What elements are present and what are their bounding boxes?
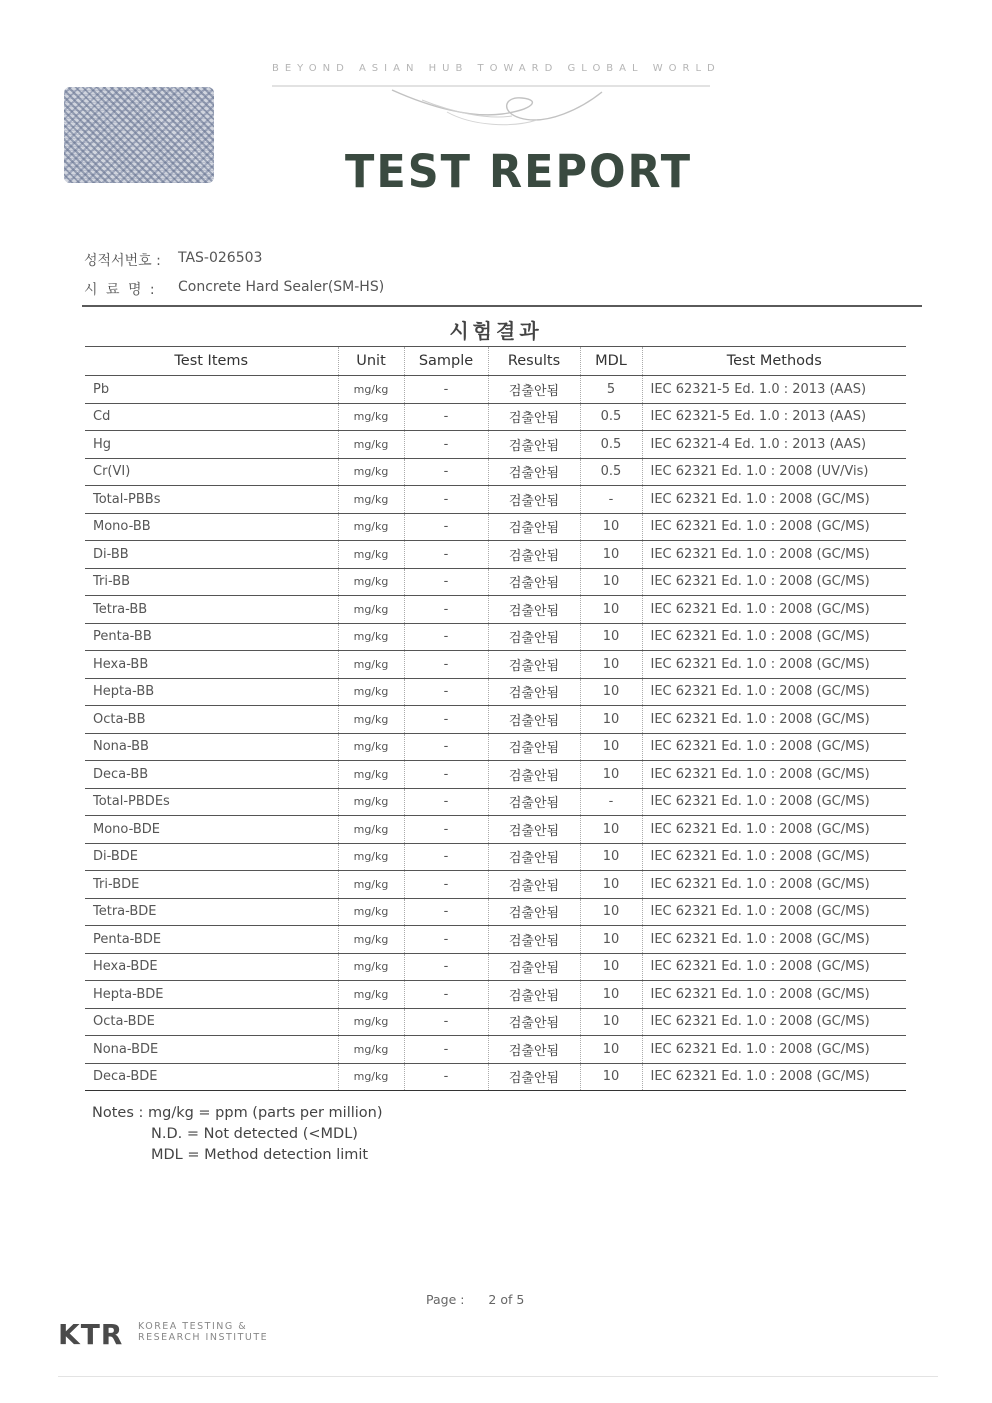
unit: mg/kg xyxy=(338,431,404,459)
mdl-value: 10 xyxy=(580,871,642,899)
table-row xyxy=(85,843,906,871)
mdl-value: 10 xyxy=(580,761,642,789)
table-row xyxy=(85,486,906,514)
result: 검출안됨 xyxy=(488,1008,580,1036)
note-line: N.D. = Not detected (<MDL) xyxy=(151,1126,358,1142)
test-item: Penta-BB xyxy=(85,623,338,651)
header-test-methods: Test Methods xyxy=(642,347,906,376)
sample-value: - xyxy=(404,623,488,651)
mdl-value: 10 xyxy=(580,651,642,679)
result: 검출안됨 xyxy=(488,541,580,569)
test-item: Hexa-BB xyxy=(85,651,338,679)
page-number: 2 xyxy=(488,1292,497,1307)
mdl-value: 10 xyxy=(580,678,642,706)
sample-value: - xyxy=(404,871,488,899)
table-row xyxy=(85,403,906,431)
unit: mg/kg xyxy=(338,568,404,596)
sample-name-label: 시 료 명 : xyxy=(84,282,157,298)
mdl-value: 10 xyxy=(580,1008,642,1036)
result: 검출안됨 xyxy=(488,706,580,734)
unit: mg/kg xyxy=(338,541,404,569)
table-row xyxy=(85,981,906,1009)
test-method: IEC 62321 Ed. 1.0 : 2008 (GC/MS) xyxy=(642,733,906,761)
header-results: Results xyxy=(488,347,580,376)
ktr-logo: KTR xyxy=(58,1318,124,1351)
table-row xyxy=(85,596,906,624)
test-method: IEC 62321 Ed. 1.0 : 2008 (GC/MS) xyxy=(642,623,906,651)
mdl-value: 5 xyxy=(580,376,642,404)
result: 검출안됨 xyxy=(488,788,580,816)
test-item: Mono-BB xyxy=(85,513,338,541)
table-row xyxy=(85,706,906,734)
test-item: Total-PBBs xyxy=(85,486,338,514)
mdl-value: 10 xyxy=(580,733,642,761)
page-total: 5 xyxy=(516,1292,525,1307)
test-item: Tri-BB xyxy=(85,568,338,596)
unit: mg/kg xyxy=(338,981,404,1009)
table-row xyxy=(85,513,906,541)
test-method: IEC 62321 Ed. 1.0 : 2008 (GC/MS) xyxy=(642,898,906,926)
test-item: Hexa-BDE xyxy=(85,953,338,981)
unit: mg/kg xyxy=(338,486,404,514)
sample-value: - xyxy=(404,568,488,596)
results-table xyxy=(85,346,906,1091)
sample-value: - xyxy=(404,953,488,981)
test-item: Octa-BB xyxy=(85,706,338,734)
page-indicator xyxy=(426,1292,524,1307)
unit: mg/kg xyxy=(338,1008,404,1036)
mdl-value: 0.5 xyxy=(580,431,642,459)
sample-value: - xyxy=(404,376,488,404)
header-test-items: Test Items xyxy=(85,347,338,376)
test-item: Deca-BB xyxy=(85,761,338,789)
test-item: Deca-BDE xyxy=(85,1063,338,1091)
sample-value: - xyxy=(404,596,488,624)
mdl-value: 10 xyxy=(580,981,642,1009)
test-item: Total-PBDEs xyxy=(85,788,338,816)
mdl-value: 10 xyxy=(580,706,642,734)
unit: mg/kg xyxy=(338,761,404,789)
test-method: IEC 62321 Ed. 1.0 : 2008 (GC/MS) xyxy=(642,568,906,596)
test-item: Nona-BDE xyxy=(85,1036,338,1064)
result: 검출안됨 xyxy=(488,761,580,789)
sample-value: - xyxy=(404,706,488,734)
test-method: IEC 62321 Ed. 1.0 : 2008 (GC/MS) xyxy=(642,651,906,679)
unit: mg/kg xyxy=(338,513,404,541)
mdl-value: 10 xyxy=(580,1063,642,1091)
table-row xyxy=(85,623,906,651)
ornament-flourish xyxy=(272,78,712,138)
table-row xyxy=(85,458,906,486)
report-title: TEST REPORT xyxy=(345,146,693,199)
test-method: IEC 62321-4 Ed. 1.0 : 2013 (AAS) xyxy=(642,431,906,459)
unit: mg/kg xyxy=(338,733,404,761)
unit: mg/kg xyxy=(338,623,404,651)
sample-value: - xyxy=(404,1036,488,1064)
test-method: IEC 62321-5 Ed. 1.0 : 2013 (AAS) xyxy=(642,376,906,404)
table-row xyxy=(85,898,906,926)
unit: mg/kg xyxy=(338,678,404,706)
test-method: IEC 62321 Ed. 1.0 : 2008 (GC/MS) xyxy=(642,843,906,871)
mdl-value: 10 xyxy=(580,623,642,651)
test-method: IEC 62321 Ed. 1.0 : 2008 (GC/MS) xyxy=(642,678,906,706)
institute-line: RESEARCH INSTITUTE xyxy=(138,1332,269,1343)
mdl-value: 10 xyxy=(580,926,642,954)
test-method: IEC 62321 Ed. 1.0 : 2008 (GC/MS) xyxy=(642,871,906,899)
table-row xyxy=(85,953,906,981)
test-item: Di-BDE xyxy=(85,843,338,871)
mdl-value: 10 xyxy=(580,843,642,871)
table-row xyxy=(85,678,906,706)
sample-value: - xyxy=(404,898,488,926)
mdl-value: 10 xyxy=(580,816,642,844)
table-row xyxy=(85,431,906,459)
unit: mg/kg xyxy=(338,953,404,981)
mdl-value: 10 xyxy=(580,898,642,926)
sample-value: - xyxy=(404,431,488,459)
result: 검출안됨 xyxy=(488,486,580,514)
result: 검출안됨 xyxy=(488,623,580,651)
table-row xyxy=(85,568,906,596)
test-item: Mono-BDE xyxy=(85,816,338,844)
test-item: Tetra-BB xyxy=(85,596,338,624)
unit: mg/kg xyxy=(338,816,404,844)
mdl-value: 10 xyxy=(580,953,642,981)
result: 검출안됨 xyxy=(488,403,580,431)
table-row xyxy=(85,1063,906,1091)
test-method: IEC 62321 Ed. 1.0 : 2008 (GC/MS) xyxy=(642,1008,906,1036)
result: 검출안됨 xyxy=(488,926,580,954)
test-method: IEC 62321 Ed. 1.0 : 2008 (GC/MS) xyxy=(642,981,906,1009)
test-item: Penta-BDE xyxy=(85,926,338,954)
unit: mg/kg xyxy=(338,898,404,926)
table-row xyxy=(85,1036,906,1064)
result: 검출안됨 xyxy=(488,458,580,486)
result: 검출안됨 xyxy=(488,981,580,1009)
test-item: Hepta-BB xyxy=(85,678,338,706)
table-row xyxy=(85,733,906,761)
table-row xyxy=(85,816,906,844)
test-item: Di-BB xyxy=(85,541,338,569)
mdl-value: 10 xyxy=(580,568,642,596)
sample-value: - xyxy=(404,513,488,541)
report-number-label: 성적서번호 : xyxy=(84,253,161,269)
result: 검출안됨 xyxy=(488,651,580,679)
sample-value: - xyxy=(404,1008,488,1036)
unit: mg/kg xyxy=(338,1063,404,1091)
mdl-value: 10 xyxy=(580,1036,642,1064)
sample-value: - xyxy=(404,843,488,871)
table-row xyxy=(85,788,906,816)
table-row xyxy=(85,926,906,954)
mdl-value: 0.5 xyxy=(580,458,642,486)
note-line: MDL = Method detection limit xyxy=(151,1147,369,1163)
test-method: IEC 62321 Ed. 1.0 : 2008 (GC/MS) xyxy=(642,1036,906,1064)
test-item: Hg xyxy=(85,431,338,459)
unit: mg/kg xyxy=(338,651,404,679)
test-method: IEC 62321-5 Ed. 1.0 : 2013 (AAS) xyxy=(642,403,906,431)
footer-rule xyxy=(58,1376,938,1377)
test-method: IEC 62321 Ed. 1.0 : 2008 (GC/MS) xyxy=(642,761,906,789)
sample-value: - xyxy=(404,788,488,816)
test-item: Nona-BB xyxy=(85,733,338,761)
unit: mg/kg xyxy=(338,926,404,954)
notes xyxy=(92,1103,383,1166)
test-method: IEC 62321 Ed. 1.0 : 2008 (GC/MS) xyxy=(642,513,906,541)
result: 검출안됨 xyxy=(488,568,580,596)
institute-line: KOREA TESTING & xyxy=(138,1321,248,1332)
sample-value: - xyxy=(404,458,488,486)
result: 검출안됨 xyxy=(488,1063,580,1091)
mdl-value: - xyxy=(580,486,642,514)
report-number: TAS-026503 xyxy=(178,250,263,266)
test-method: IEC 62321 Ed. 1.0 : 2008 (GC/MS) xyxy=(642,706,906,734)
test-item: Octa-BDE xyxy=(85,1008,338,1036)
page-of: of xyxy=(500,1292,513,1307)
mdl-value: 10 xyxy=(580,596,642,624)
institute-name xyxy=(138,1321,268,1343)
result: 검출안됨 xyxy=(488,596,580,624)
sample-value: - xyxy=(404,761,488,789)
unit: mg/kg xyxy=(338,403,404,431)
sample-value: - xyxy=(404,403,488,431)
header-sample: Sample xyxy=(404,347,488,376)
unit: mg/kg xyxy=(338,843,404,871)
test-method: IEC 62321 Ed. 1.0 : 2008 (GC/MS) xyxy=(642,953,906,981)
test-item: Cd xyxy=(85,403,338,431)
result: 검출안됨 xyxy=(488,871,580,899)
mdl-value: 10 xyxy=(580,541,642,569)
test-method: IEC 62321 Ed. 1.0 : 2008 (GC/MS) xyxy=(642,1063,906,1091)
table-header-row xyxy=(85,347,906,376)
sample-value: - xyxy=(404,541,488,569)
divider xyxy=(82,305,922,307)
page-label: Page : xyxy=(426,1292,465,1307)
test-method: IEC 62321 Ed. 1.0 : 2008 (GC/MS) xyxy=(642,788,906,816)
test-method: IEC 62321 Ed. 1.0 : 2008 (GC/MS) xyxy=(642,596,906,624)
result: 검출안됨 xyxy=(488,431,580,459)
test-method: IEC 62321 Ed. 1.0 : 2008 (GC/MS) xyxy=(642,816,906,844)
notes-label: Notes : xyxy=(92,1105,144,1121)
unit: mg/kg xyxy=(338,458,404,486)
test-method: IEC 62321 Ed. 1.0 : 2008 (GC/MS) xyxy=(642,926,906,954)
table-row xyxy=(85,376,906,404)
sample-value: - xyxy=(404,816,488,844)
table-row xyxy=(85,761,906,789)
test-method: IEC 62321 Ed. 1.0 : 2008 (UV/Vis) xyxy=(642,458,906,486)
unit: mg/kg xyxy=(338,788,404,816)
test-item: Tetra-BDE xyxy=(85,898,338,926)
mdl-value: 10 xyxy=(580,513,642,541)
table-row xyxy=(85,1008,906,1036)
mdl-value: - xyxy=(580,788,642,816)
test-item: Cr(VI) xyxy=(85,458,338,486)
result: 검출안됨 xyxy=(488,1036,580,1064)
sample-value: - xyxy=(404,1063,488,1091)
result: 검출안됨 xyxy=(488,376,580,404)
table-row xyxy=(85,651,906,679)
unit: mg/kg xyxy=(338,376,404,404)
unit: mg/kg xyxy=(338,871,404,899)
note-line: mg/kg = ppm (parts per million) xyxy=(147,1105,383,1121)
sample-value: - xyxy=(404,926,488,954)
unit: mg/kg xyxy=(338,596,404,624)
qr-code-stamp xyxy=(64,87,214,183)
table-row xyxy=(85,541,906,569)
unit: mg/kg xyxy=(338,706,404,734)
test-item: Pb xyxy=(85,376,338,404)
tagline: BEYOND ASIAN HUB TOWARD GLOBAL WORLD xyxy=(272,63,721,74)
result: 검출안됨 xyxy=(488,843,580,871)
result: 검출안됨 xyxy=(488,678,580,706)
unit: mg/kg xyxy=(338,1036,404,1064)
test-method: IEC 62321 Ed. 1.0 : 2008 (GC/MS) xyxy=(642,486,906,514)
test-item: Tri-BDE xyxy=(85,871,338,899)
result: 검출안됨 xyxy=(488,513,580,541)
result: 검출안됨 xyxy=(488,733,580,761)
header-unit: Unit xyxy=(338,347,404,376)
sample-value: - xyxy=(404,678,488,706)
result: 검출안됨 xyxy=(488,816,580,844)
sample-value: - xyxy=(404,651,488,679)
sample-value: - xyxy=(404,733,488,761)
sample-value: - xyxy=(404,981,488,1009)
result: 검출안됨 xyxy=(488,898,580,926)
header-mdl: MDL xyxy=(580,347,642,376)
test-item: Hepta-BDE xyxy=(85,981,338,1009)
sample-value: - xyxy=(404,486,488,514)
table-row xyxy=(85,871,906,899)
sample-name: Concrete Hard Sealer(SM-HS) xyxy=(178,279,385,295)
test-method: IEC 62321 Ed. 1.0 : 2008 (GC/MS) xyxy=(642,541,906,569)
result: 검출안됨 xyxy=(488,953,580,981)
results-heading: 시험결과 xyxy=(449,319,543,343)
mdl-value: 0.5 xyxy=(580,403,642,431)
